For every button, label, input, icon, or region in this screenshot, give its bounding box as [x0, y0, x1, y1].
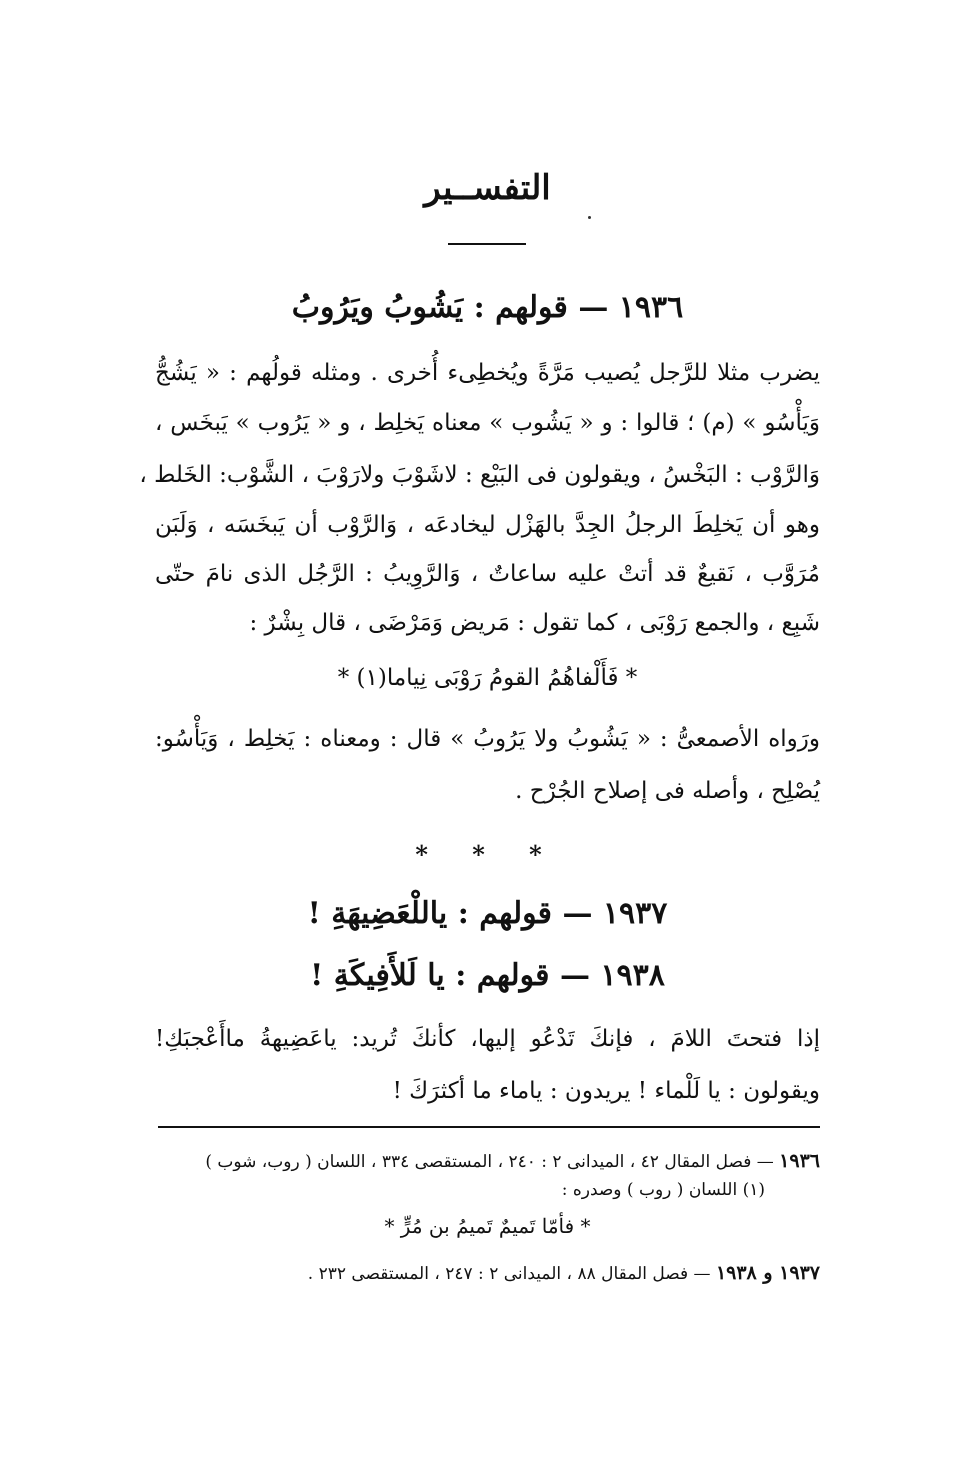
footnote-1: (١) اللسان ( روب ) وصدره : — [561, 1180, 765, 1200]
footnote-sources-text: — فصل المقال ٨٨ ، الميدانى ٢ : ٢٤٧ ، المستقصى ٢٣٢ . — [307, 1264, 711, 1284]
entry-number: ١٩٣٦ — [618, 290, 684, 325]
entry-number: ١٩٣٨ — [600, 958, 665, 993]
footnote-sources-text: — فصل المقال ٤٢ ، الميدانى ٢ : ٢٤٠ ، المستقصى ٣٣٤ ، اللسان ( روب، شوب ) — [205, 1152, 774, 1172]
page-header-title: التفســير — [424, 168, 551, 208]
entry-dash: — — [562, 896, 593, 931]
entry-number: ١٩٣٧ — [602, 896, 668, 931]
entry-1937-heading — [0, 896, 975, 931]
entry-title: قولهم : ياللْعَضِيهَةِ ! — [307, 896, 552, 931]
entry-1937-1938-line-1: إذا فتحتَ اللامَ ، فإنكَ تَدْعُو إليها، كأنكَ تُريد: ياعَضِيهةُ ماأَعْجبَكِ! — [155, 1026, 820, 1052]
entry-1936-line-5: مُرَوَّب ، نَقيعٌ قد أتتْ عليه ساعاتٌ ، وَالرَّوِيبُ : الرَّجُل الذى نامَ حتّى — [155, 561, 820, 587]
entry-dash: — — [559, 958, 590, 993]
entry-1936-heading — [0, 290, 975, 325]
entry-1936-line-4: وهو أن يَخلِطَ الرجلُ الجِدَّ بالهَزْل ليخادعَه ، وَالرَّوْب أن يَبخَسَه ، وَلَبَن — [155, 512, 820, 538]
entry-1936-line-1: يضرب مثلا للرَّجل يُصيب مَرَّةً ويُخطِىء أُخرى . ومثله قولُهم : « يَشُجُّ — [155, 360, 820, 386]
entry-1936-after-line-2: يُصْلِح ، وأصله فى إصلاح الجُرْح . — [515, 778, 820, 804]
footnote-verse: * فأمّا تَميمٌ تَميمُ بن مُرٍّ * — [384, 1214, 591, 1238]
footnote-1936-sources — [205, 1150, 820, 1172]
section-separator: * * * — [415, 840, 560, 869]
footnote-1937-1938-sources — [308, 1262, 820, 1284]
print-speck — [588, 216, 591, 219]
entry-1936-verse: * فَأَلْفاهُمُ القومُ رَوْبَى نِياما(١) * — [337, 665, 638, 691]
entry-1936-line-2: وَيَأْسُو » (م) ؛ قالوا : و « يَشُوب » معناه يَخلِط ، و « يَرُوب » يَبخَس ، — [155, 410, 820, 436]
entry-1937-1938-line-2: ويقولون : يا لَلْماء ! يريدون : ياماء ما أكثرَكَ ! — [392, 1078, 820, 1104]
entry-dash: — — [578, 290, 609, 325]
header-rule — [448, 243, 526, 245]
entry-title: قولهم : يا لَلأَفِيكَةِ ! — [310, 958, 550, 993]
entry-title: قولهم : يَشُوبُ ويَرُوبُ — [291, 290, 568, 325]
entry-1938-heading — [0, 958, 975, 993]
footnote-rule — [158, 1126, 820, 1128]
entry-1936-line-3: وَالرَّوْب : البَخْسُ ، ويقولون فى البَيْع : لاشَوْبَ ولارَوْبَ ، الشَّوْب: الخَلط ، — [139, 462, 820, 488]
entry-1936-after-line-1: ورَواه الأصمعىُّ : « يَشُوبُ ولا يَرُوبُ » قال : ومعناه : يَخلِط ، وَيَأْسُو: — [155, 726, 820, 752]
entry-1936-line-6: شَبِع ، والجمع رَوْبَى ، كما تقول : مَريض وَمَرْضَى ، قال بِشْرٌ : — [249, 610, 820, 636]
footnote-entry-number: ١٩٣٧ و ١٩٣٨ — [715, 1262, 820, 1284]
footnote-entry-number: ١٩٣٦ — [779, 1150, 820, 1172]
